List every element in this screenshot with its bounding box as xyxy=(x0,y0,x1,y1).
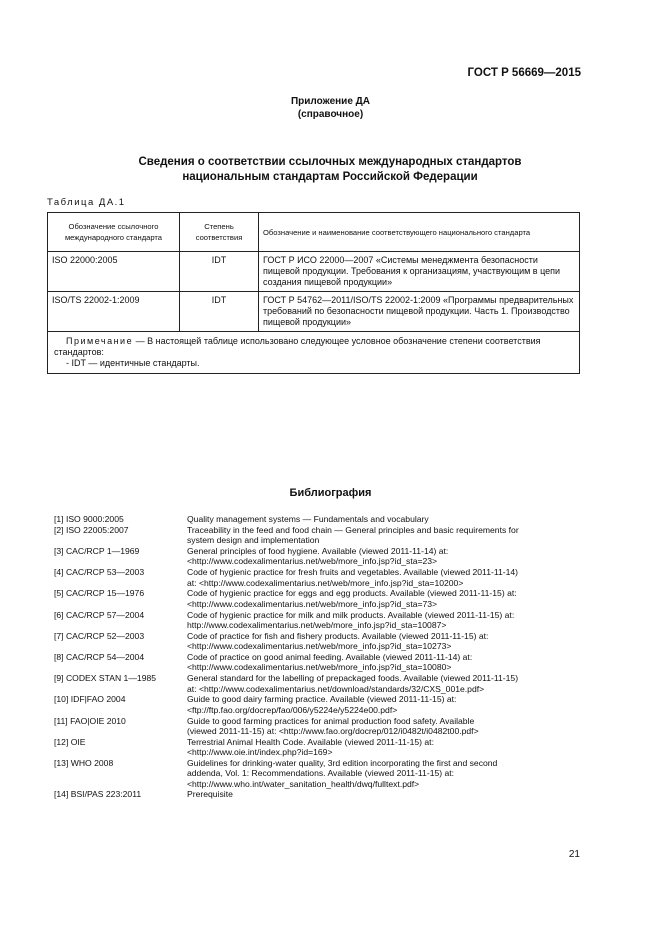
cell-degree: IDT xyxy=(180,292,259,332)
bibliography-text xyxy=(187,737,580,758)
bibliography-ref: [9] CODEX STAN 1—1985 xyxy=(54,673,157,684)
bibliography-entry xyxy=(54,652,580,673)
table-title-line-1: Сведения о соответствии ссылочных международных стандартов xyxy=(138,156,522,168)
bibliography-ref: [14] BSI/PAS 223:2011 xyxy=(54,789,142,800)
table-label: Таблица ДА.1 xyxy=(47,197,126,208)
header-degree: Степень соответствия xyxy=(180,213,259,252)
bibliography-ref: [8] CAC/RCP 54—2004 xyxy=(54,652,145,663)
bibliography-entry xyxy=(54,631,580,652)
bibliography-entry xyxy=(54,514,580,524)
bibliography-text-line: <ftp://ftp.fao.org/docrep/fao/006/y5224e/y5224e00.pdf> xyxy=(187,704,398,715)
bibliography-ref: [11] FAO|OIE 2010 xyxy=(54,715,126,726)
bibliography-text-line: <http://www.codexalimentarius.net/web/more_info.jsp?id_sta=23> xyxy=(187,556,438,567)
cell-national: ГОСТ Р ИСО 22000—2007 «Системы менеджмента безопасности пищевой продукции. Требования к организациям, участвующим в цепи создания пищевой продукции» xyxy=(259,252,580,292)
header-national-standard: Обозначение и наименование соответствующего национального стандарта xyxy=(259,213,580,252)
bibliography-ref: [5] CAC/RCP 15—1976 xyxy=(54,588,145,599)
bibliography-entry xyxy=(54,588,580,609)
bibliography-text-line: <http://www.codexalimentarius.net/web/more_info.jsp?id_sta=10273> xyxy=(187,641,452,652)
bibliography-text xyxy=(187,525,580,546)
table-row xyxy=(48,292,580,332)
table-title-line-2: национальным стандартам Российской Федерации xyxy=(182,171,478,183)
bibliography-ref: [1] ISO 9000:2005 xyxy=(54,514,124,524)
bibliography-text-line: Guide to good farming practices for animal production food safety. Available xyxy=(187,715,475,726)
bibliography-ref: [13] WHO 2008 xyxy=(54,757,114,768)
bibliography-text xyxy=(187,610,580,631)
bibliography-text xyxy=(187,758,580,789)
bibliography-text-line: Prerequisite xyxy=(187,789,233,800)
bibliography-text-line: <http://www.oie.int/index.php?id=169> xyxy=(187,747,333,758)
bibliography-text xyxy=(187,567,580,588)
bibliography-text-line: Guide to good dairy farming practice. Available (viewed 2011-11-15) at: xyxy=(187,694,457,705)
bibliography-text-line: Guidelines for drinking-water quality, 3rd edition incorporating the first and second xyxy=(187,757,498,768)
bibliography-text-line: at: <http://www.codexalimentarius.net/download/standards/32/CXS_001e.pdf> xyxy=(187,683,485,694)
bibliography-ref: [2] ISO 22005:2007 xyxy=(54,524,129,535)
correspondence-table xyxy=(47,212,580,374)
bibliography-entry xyxy=(54,694,580,715)
bibliography-ref: [7] CAC/RCP 52—2003 xyxy=(54,630,145,641)
bibliography-ref: [12] OIE xyxy=(54,736,86,747)
header-international-standard: Обозначение ссылочного международного стандарта xyxy=(48,213,180,252)
cell-national: ГОСТ Р 54762—2011/ISO/TS 22002-1:2009 «Программы предварительных требований по безопасности пищевой продукции. Часть 1. Производство пищевой продукции» xyxy=(259,292,580,332)
bibliography-entry xyxy=(54,525,580,546)
bibliography-entry xyxy=(54,546,580,567)
bibliography-text xyxy=(187,631,580,652)
annex-type: (справочное) xyxy=(297,109,364,120)
bibliography-entry xyxy=(54,610,580,631)
bibliography-entry xyxy=(54,789,580,799)
annex-title: Приложение ДА xyxy=(290,96,371,107)
bibliography-entry xyxy=(54,673,580,694)
bibliography-entry xyxy=(54,716,580,737)
bibliography-text xyxy=(187,716,580,737)
bibliography-text xyxy=(187,514,580,524)
bibliography-entry xyxy=(54,567,580,588)
bibliography-text-line: Code of practice on good animal feeding. Available (viewed 2011-11-14) at: xyxy=(187,652,473,663)
bibliography-text xyxy=(187,546,580,567)
bibliography-text-line: at: <http://www.codexalimentarius.net/web/more_info.jsp?id_sta=10200> xyxy=(187,577,464,588)
cell-degree: IDT xyxy=(180,252,259,292)
bibliography-text-line: Quality management systems — Fundamentals and vocabulary xyxy=(187,514,429,524)
bibliography-text-line: (viewed 2011-11-15) at: <http://www.fao.org/docrep/012/i0482t/i0482t00.pdf> xyxy=(187,725,479,736)
bibliography-text-line: http://www.codexalimentarius.net/web/more_info.jsp?id_sta=10087> xyxy=(187,619,447,630)
bibliography-text xyxy=(187,652,580,673)
bibliography-text-line: General principles of food hygiene. Available (viewed 2011-11-14) at: xyxy=(187,546,449,557)
cell-ref: ISO 22000:2005 xyxy=(48,252,180,292)
bibliography-text-line: Code of practice for fish and fishery products. Available (viewed 2011-11-15) at: xyxy=(187,630,489,641)
table-note-row xyxy=(48,332,580,374)
table-title xyxy=(60,155,600,185)
bibliography-text xyxy=(187,588,580,609)
bibliography-text-line: system design and implementation xyxy=(187,535,320,546)
bibliography-entry xyxy=(54,758,580,789)
bibliography-text-line: <http://www.codexalimentarius.net/web/more_info.jsp?id_sta=73> xyxy=(187,598,438,609)
bibliography-text xyxy=(187,789,580,799)
bibliography-title: Библиография xyxy=(289,487,372,499)
bibliography-ref: [6] CAC/RCP 57—2004 xyxy=(54,609,145,620)
bibliography-list xyxy=(54,514,580,800)
table-row xyxy=(48,252,580,292)
table-note xyxy=(48,332,580,374)
note-text: — В настоящей таблице использовано следующее условное обозначение степени соответствия стандартов: xyxy=(54,336,541,357)
standard-code: ГОСТ Р 56669—2015 xyxy=(467,67,581,79)
table-header-row xyxy=(48,213,580,252)
bibliography-ref: [3] CAC/RCP 1—1969 xyxy=(54,546,140,557)
page-number: 21 xyxy=(568,849,580,860)
bibliography-text xyxy=(187,673,580,694)
bibliography-text-line: Code of hygienic practice for eggs and egg products. Available (viewed 2011-11-15) at: xyxy=(187,588,517,599)
note-item: - IDT — идентичные стандарты. xyxy=(66,358,200,368)
bibliography-entry xyxy=(54,737,580,758)
bibliography-text xyxy=(187,694,580,715)
bibliography-text-line: <http://www.codexalimentarius.net/web/more_info.jsp?id_sta=10080> xyxy=(187,662,452,673)
bibliography-text-line: Terrestrial Animal Health Code. Available (viewed 2011-11-15) at: xyxy=(187,736,434,747)
bibliography-text-line: Traceability in the feed and food chain — General principles and basic requirements for xyxy=(187,524,519,535)
note-head: Примечание xyxy=(66,336,134,346)
bibliography-ref: [10] IDF|FAO 2004 xyxy=(54,694,126,705)
bibliography-text-line: <http://www.who.int/water_sanitation_health/dwq/fulltext.pdf> xyxy=(187,778,420,789)
cell-ref: ISO/TS 22002-1:2009 xyxy=(48,292,180,332)
bibliography-text-line: Code of hygienic practice for fresh fruits and vegetables. Available (viewed 2011-11-14) xyxy=(187,567,519,578)
bibliography-ref: [4] CAC/RCP 53—2003 xyxy=(54,567,145,578)
bibliography-text-line: General standard for the labelling of prepackaged foods. Available (viewed 2011-11-15) xyxy=(187,673,519,684)
bibliography-text-line: Code of hygienic practice for milk and milk products. Available (viewed 2011-11-15) at: xyxy=(187,609,515,620)
bibliography-text-line: addenda, Vol. 1: Recommendations. Available (viewed 2011-11-15) at: xyxy=(187,768,455,779)
